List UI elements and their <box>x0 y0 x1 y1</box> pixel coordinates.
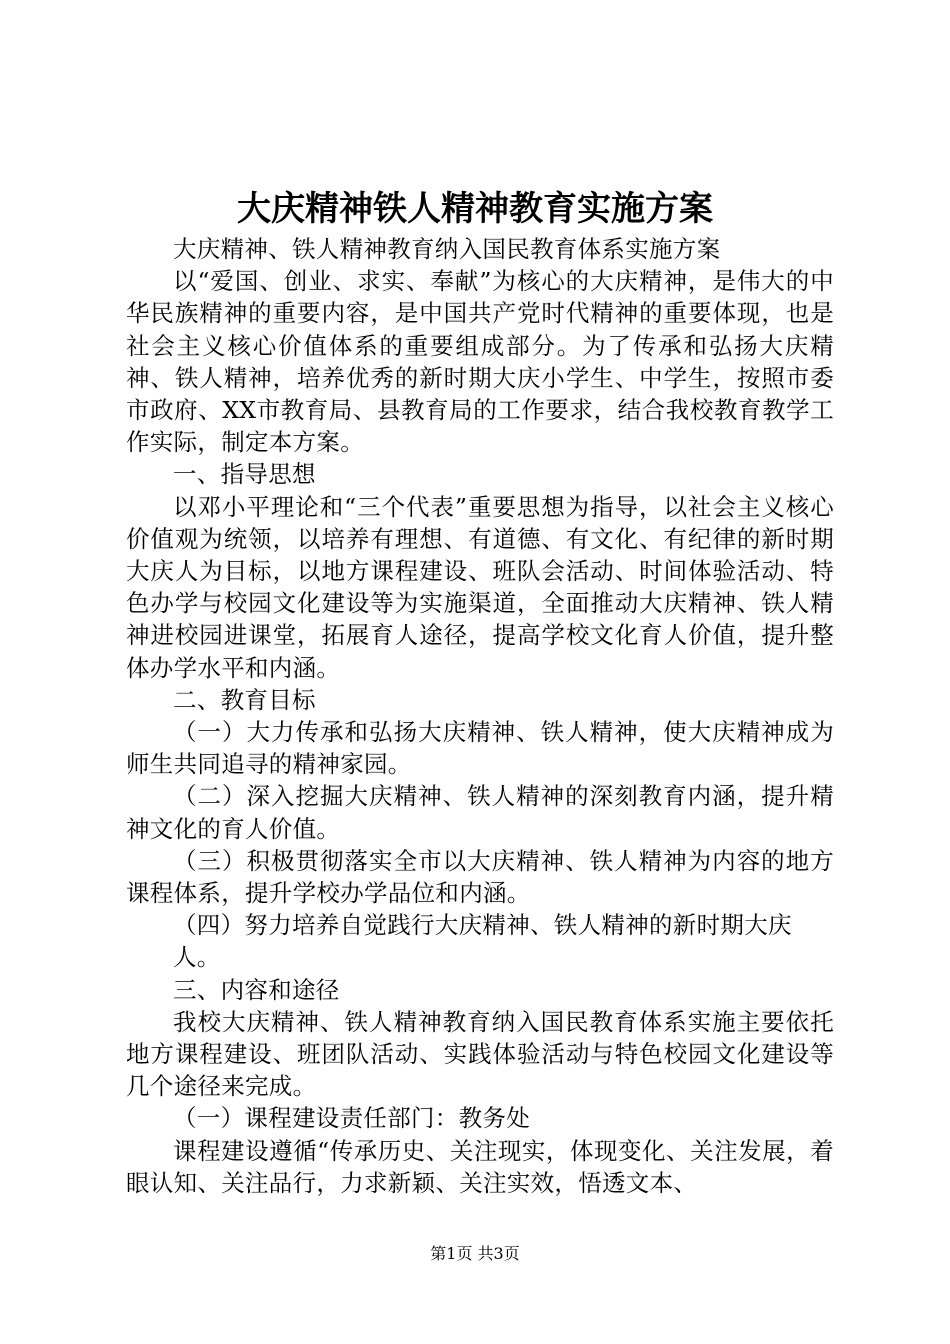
paragraph-content-and-ways: 我校大庆精神、铁人精神教育纳入国民教育体系实施主要依托地方课程建设、班团队活动、实践体验活动与特色校园文化建设等几个途径来完成。 <box>126 1007 834 1101</box>
paragraph-goal-2: （二）深入挖掘大庆精神、铁人精神的深刻教育内涵，提升精神文化的育人价值。 <box>126 782 834 843</box>
heading-education-goals: 二、教育目标 <box>173 685 316 714</box>
heading-content-and-ways: 三、内容和途径 <box>173 975 340 1004</box>
paragraph-goal-4: （四）努力培养自觉践行大庆精神、铁人精神的新时期大庆 <box>173 911 792 940</box>
paragraph-intro: 以“爱国、创业、求实、奉献”为核心的大庆精神，是伟大的中华民族精神的重要内容，是中国共产党时代精神的重要体现，也是社会主义核心价值体系的重要组成部分。为了传承和弘扬大庆精神、铁人精神，培养优秀的新时期大庆小学生、中学生，按照市委市政府、XX市教育局、县教育局的工作要求，结合我校教育教学工作实际，制定本方案。 <box>126 267 834 457</box>
heading-guiding-thought: 一、指导思想 <box>173 460 316 489</box>
paragraph-subtitle: 大庆精神、铁人精神教育纳入国民教育体系实施方案 <box>173 235 721 263</box>
document-body <box>126 233 834 1199</box>
page-number: 第1页 共3页 <box>430 1244 520 1263</box>
document-title: 大庆精神铁人精神教育实施方案 <box>237 189 713 229</box>
paragraph-goal-1: （一）大力传承和弘扬大庆精神、铁人精神，使大庆精神成为师生共同追寻的精神家园。 <box>126 718 834 779</box>
paragraph-goal-3: （三）积极贯彻落实全市以大庆精神、铁人精神为内容的地方课程体系，提升学校办学品位和内涵。 <box>126 846 834 908</box>
paragraph-curriculum: 课程建设遵循“传承历史、关注现实，体现变化、关注发展，着眼认知、关注品行，力求新颖、关注实效，悟透文本、 <box>126 1136 834 1197</box>
heading-curriculum-department: （一）课程建设责任部门：教务处 <box>173 1104 530 1133</box>
paragraph-guiding-thought: 以邓小平理论和“三个代表”重要思想为指导，以社会主义核心价值观为统领，以培养有理想、有道德、有文化、有纪律的新时期大庆人为目标，以地方课程建设、班队会活动、时间体验活动、特色办学与校园文化建设等为实施渠道，全面推动大庆精神、铁人精神进校园进课堂，拓展育人途径，提高学校文化育人价值，提升整体办学水平和内涵。 <box>126 492 834 682</box>
paragraph-goal-4-continued: 人。 <box>173 943 221 972</box>
